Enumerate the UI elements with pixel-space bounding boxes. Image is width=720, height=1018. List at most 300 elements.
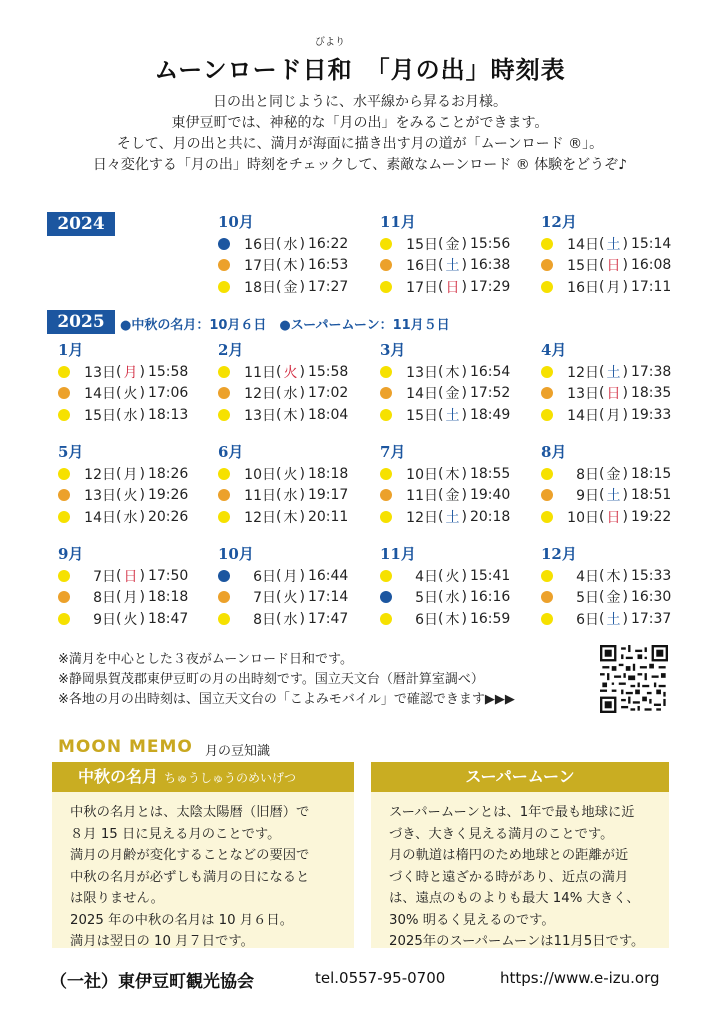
date: 14日 (567, 236, 599, 253)
footnote: ※静岡県賀茂郡東伊豆町の月の出時刻です。国立天文台（暦計算室調べ） (58, 672, 484, 687)
paren-close: ) (461, 385, 467, 402)
month-label: 12月 (541, 213, 577, 231)
intro-line: 東伊豆町では、神秘的な「月の出」をみることができます。 (171, 115, 549, 131)
moonrise-time: 18:13 (147, 406, 189, 423)
date: 13日 (567, 386, 599, 403)
paren-open: ( (116, 567, 122, 584)
weekday: 土 (606, 611, 621, 628)
memo-line: 月の軌道は楕円のため地球との距離が近 (389, 848, 629, 863)
intro-line: 日の出と同じように、水平線から昇るお月様。 (213, 94, 507, 110)
weekday: 土 (445, 258, 460, 275)
date: 18日 (244, 279, 276, 296)
paren-open: ( (276, 589, 282, 606)
moonrise-row (218, 485, 348, 507)
yellow-moon-dot-icon (380, 281, 392, 293)
intro-text (0, 92, 720, 176)
month-label: 10月 (218, 213, 254, 231)
yellow-moon-dot-icon (541, 366, 553, 378)
memo-line: づき、大きく見える満月のことです。 (389, 826, 614, 842)
yellow-moon-dot-icon (541, 281, 553, 293)
paren-open: ( (599, 589, 605, 606)
paren-close: ) (299, 257, 305, 274)
intro-line: 日々変化する「月の出」時刻をチェックして、素敵なムーンロード ® 体験をどうぞ♪ (92, 157, 628, 173)
moonrise-time: 16:44 (307, 567, 349, 584)
memo-box-header (371, 762, 669, 792)
date: 13日 (244, 407, 276, 424)
moonrise-time: 17:11 (630, 278, 672, 295)
paren-open: ( (116, 589, 122, 606)
month-block (218, 543, 348, 630)
paren-close: ) (299, 406, 305, 423)
paren-open: ( (599, 363, 605, 380)
yellow-moon-dot-icon (380, 570, 392, 582)
paren-close: ) (622, 589, 628, 606)
paren-close: ) (461, 363, 467, 380)
moonrise-time: 17:52 (469, 385, 511, 402)
yellow-moon-dot-icon (58, 409, 70, 421)
memo-title: MOON MEMO (58, 737, 193, 757)
moonrise-row (58, 361, 188, 383)
yellow-moon-dot-icon (218, 511, 230, 523)
memo-box-reading: ちゅうしゅうのめいげつ (164, 771, 297, 785)
weekday: 木 (283, 258, 298, 275)
paren-open: ( (276, 487, 282, 504)
paren-close: ) (461, 610, 467, 627)
weekday: 水 (123, 509, 138, 526)
month-block (380, 339, 510, 426)
month-label: 7月 (380, 443, 406, 461)
weekday: 土 (606, 364, 621, 381)
memo-line: 満月の月齢が変化することなどの要因で (70, 848, 310, 863)
paren-open: ( (599, 257, 605, 274)
moonrise-row (541, 233, 671, 255)
date: 12日 (567, 364, 599, 381)
date: 15日 (567, 258, 599, 275)
paren-open: ( (116, 508, 122, 525)
paren-open: ( (276, 278, 282, 295)
date: 9日 (93, 611, 116, 628)
memo-line: 中秋の名月とは、太陰太陽暦（旧暦）で (70, 805, 310, 820)
paren-close: ) (139, 567, 145, 584)
moonrise-row (541, 463, 671, 485)
date: 16日 (244, 236, 276, 253)
moonrise-row (218, 276, 348, 298)
yellow-moon-dot-icon (380, 366, 392, 378)
moonrise-time: 16:38 (469, 257, 511, 274)
memo-box-body (52, 792, 354, 963)
orange-moon-dot-icon (380, 387, 392, 399)
yellow-moon-dot-icon (541, 511, 553, 523)
moonrise-time: 16:54 (469, 363, 511, 380)
yellow-moon-dot-icon (58, 366, 70, 378)
weekday: 月 (283, 568, 298, 585)
month-label: 11月 (380, 213, 416, 231)
weekday: 火 (283, 364, 298, 381)
moonrise-row (218, 506, 348, 528)
paren-open: ( (116, 487, 122, 504)
month-label: 10月 (218, 545, 254, 563)
weekday: 日 (123, 568, 138, 585)
date: 13日 (84, 364, 116, 381)
weekday: 水 (283, 611, 298, 628)
moonrise-row (541, 587, 671, 609)
moonrise-row (541, 404, 671, 426)
month-block (380, 543, 510, 630)
ruby-reading: びより (315, 37, 345, 48)
paren-open: ( (276, 385, 282, 402)
yellow-moon-dot-icon (218, 613, 230, 625)
blue-moon-dot-icon (380, 591, 392, 603)
date: 4日 (415, 568, 438, 585)
paren-open: ( (599, 235, 605, 252)
memo-line: スーパームーンとは、1年で最も地球に近 (389, 805, 635, 820)
date: 10日 (244, 466, 276, 483)
weekday: 月 (606, 407, 621, 424)
date: 5日 (415, 590, 438, 607)
orange-moon-dot-icon (218, 489, 230, 501)
orange-moon-dot-icon (58, 387, 70, 399)
moonrise-time: 20:26 (147, 508, 189, 525)
yellow-moon-dot-icon (380, 613, 392, 625)
paren-open: ( (599, 278, 605, 295)
orange-moon-dot-icon (218, 591, 230, 603)
date: 15日 (84, 407, 116, 424)
moonrise-row (58, 463, 188, 485)
paren-open: ( (276, 567, 282, 584)
memo-line: 30% 明るく見えるのです。 (389, 912, 555, 928)
moonrise-row (218, 565, 348, 587)
moonrise-time: 16:22 (307, 235, 349, 252)
paren-close: ) (299, 610, 305, 627)
yellow-moon-dot-icon (380, 468, 392, 480)
paren-open: ( (599, 567, 605, 584)
date: 13日 (406, 364, 438, 381)
moonrise-row (380, 255, 510, 277)
blue-moon-dot-icon (218, 238, 230, 250)
footer-organization: （一社）東伊豆町観光協会 (50, 972, 254, 992)
paren-open: ( (116, 385, 122, 402)
weekday: 日 (445, 279, 460, 296)
paren-close: ) (139, 508, 145, 525)
paren-open: ( (599, 610, 605, 627)
date: 15日 (406, 236, 438, 253)
date: 12日 (406, 509, 438, 526)
moonrise-row (541, 485, 671, 507)
moonrise-time: 16:59 (469, 610, 511, 627)
moonrise-row (218, 233, 348, 255)
weekday: 木 (283, 407, 298, 424)
paren-close: ) (461, 567, 467, 584)
paren-close: ) (461, 508, 467, 525)
moonrise-time: 18:49 (469, 406, 511, 423)
weekday: 金 (606, 590, 621, 607)
month-label: 12月 (541, 545, 577, 563)
month-block (380, 211, 510, 298)
orange-moon-dot-icon (541, 489, 553, 501)
moonrise-time: 19:26 (147, 487, 189, 504)
yellow-moon-dot-icon (541, 468, 553, 480)
date: 7日 (253, 590, 276, 607)
paren-open: ( (438, 465, 444, 482)
weekday: 水 (283, 236, 298, 253)
yellow-moon-dot-icon (380, 238, 392, 250)
qr-code-icon[interactable] (600, 645, 668, 713)
paren-close: ) (299, 487, 305, 504)
paren-close: ) (461, 406, 467, 423)
month-block (541, 543, 671, 630)
moonrise-time: 16:53 (307, 257, 349, 274)
weekday: 月 (123, 466, 138, 483)
moonrise-row (58, 485, 188, 507)
paren-open: ( (276, 406, 282, 423)
weekday: 火 (123, 488, 138, 505)
date: 16日 (567, 279, 599, 296)
memo-box-header (52, 762, 354, 792)
moonrise-row (218, 463, 348, 485)
moonrise-row (380, 463, 510, 485)
orange-moon-dot-icon (218, 259, 230, 271)
year-badge-2024: 2024 (47, 212, 115, 236)
paren-close: ) (299, 278, 305, 295)
paren-close: ) (461, 257, 467, 274)
date: 11日 (406, 488, 438, 505)
moonrise-row (541, 383, 671, 405)
intro-line: そして、月の出と共に、満月が海面に描き出す月の道が「ムーンロード ®」。 (116, 136, 604, 152)
month-block (218, 339, 348, 426)
date: 8日 (253, 611, 276, 628)
orange-moon-dot-icon (58, 489, 70, 501)
moonrise-row (218, 404, 348, 426)
paren-open: ( (438, 589, 444, 606)
paren-close: ) (461, 278, 467, 295)
memo-box-chushu (52, 762, 354, 948)
paren-open: ( (276, 235, 282, 252)
date: 4日 (576, 568, 599, 585)
yellow-moon-dot-icon (380, 409, 392, 421)
footnotes (58, 650, 515, 710)
moonrise-row (541, 361, 671, 383)
date: 11日 (244, 364, 276, 381)
paren-close: ) (299, 589, 305, 606)
paren-open: ( (276, 363, 282, 380)
paren-open: ( (438, 508, 444, 525)
paren-open: ( (599, 508, 605, 525)
paren-open: ( (276, 465, 282, 482)
memo-line: ８月 15 日に見える月のことです。 (70, 826, 281, 842)
moonrise-time: 19:33 (630, 406, 672, 423)
paren-close: ) (299, 508, 305, 525)
moonrise-row (541, 255, 671, 277)
paren-close: ) (299, 465, 305, 482)
weekday: 土 (445, 509, 460, 526)
yellow-moon-dot-icon (380, 511, 392, 523)
moonrise-time: 17:29 (469, 278, 511, 295)
footer-url[interactable]: https://www.e-izu.org (500, 969, 660, 987)
moonrise-time: 15:33 (630, 567, 672, 584)
weekday: 土 (445, 407, 460, 424)
date: 9日 (576, 488, 599, 505)
paren-open: ( (276, 610, 282, 627)
paren-open: ( (116, 610, 122, 627)
yellow-moon-dot-icon (541, 570, 553, 582)
month-label: 5月 (58, 443, 84, 461)
month-block (218, 441, 348, 528)
paren-open: ( (116, 465, 122, 482)
moonrise-row (218, 361, 348, 383)
yellow-moon-dot-icon (218, 468, 230, 480)
paren-open: ( (599, 487, 605, 504)
weekday: 土 (606, 236, 621, 253)
weekday: 水 (123, 407, 138, 424)
date: 8日 (93, 590, 116, 607)
moonrise-time: 16:08 (630, 257, 672, 274)
weekday: 日 (606, 386, 621, 403)
moonrise-time: 16:16 (469, 589, 511, 606)
memo-box-body (371, 792, 669, 963)
weekday: 金 (283, 279, 298, 296)
moonrise-row (58, 404, 188, 426)
moonrise-time: 18:51 (630, 487, 672, 504)
moonrise-row (58, 506, 188, 528)
paren-open: ( (438, 406, 444, 423)
paren-open: ( (599, 385, 605, 402)
date: 10日 (406, 466, 438, 483)
memo-box-title: スーパームーン (465, 767, 575, 786)
weekday: 火 (123, 611, 138, 628)
paren-open: ( (116, 363, 122, 380)
moonrise-time: 18:26 (147, 465, 189, 482)
memo-box-supermoon (371, 762, 669, 948)
weekday: 水 (445, 590, 460, 607)
date: 13日 (84, 488, 116, 505)
paren-close: ) (461, 465, 467, 482)
month-label: 3月 (380, 341, 406, 359)
month-label: 9月 (58, 545, 84, 563)
month-block (541, 211, 671, 298)
date: 5日 (576, 590, 599, 607)
paren-close: ) (622, 385, 628, 402)
paren-open: ( (438, 610, 444, 627)
paren-open: ( (276, 257, 282, 274)
moonrise-row (218, 383, 348, 405)
month-label: 6月 (218, 443, 244, 461)
date: 8日 (576, 466, 599, 483)
moonrise-time: 15:58 (307, 363, 349, 380)
weekday: 木 (606, 568, 621, 585)
paren-close: ) (622, 257, 628, 274)
paren-open: ( (116, 406, 122, 423)
memo-line: 満月は翌日の 10 月７日です。 (70, 934, 254, 949)
moonrise-time: 17:27 (307, 278, 349, 295)
weekday: 木 (445, 364, 460, 381)
moonrise-row (380, 587, 510, 609)
date: 6日 (576, 611, 599, 628)
date: 12日 (244, 386, 276, 403)
month-block (58, 339, 188, 426)
yellow-moon-dot-icon (58, 468, 70, 480)
weekday: 日 (606, 258, 621, 275)
memo-line: 2025年のスーパームーンは11月5日です。 (389, 934, 645, 949)
paren-close: ) (139, 406, 145, 423)
month-block (58, 441, 188, 528)
moonrise-time: 18:35 (630, 385, 672, 402)
month-label: 2月 (218, 341, 244, 359)
month-label: 8月 (541, 443, 567, 461)
paren-close: ) (461, 589, 467, 606)
weekday: 日 (606, 509, 621, 526)
moonrise-time: 17:02 (307, 385, 349, 402)
moonrise-time: 18:55 (469, 465, 511, 482)
moonrise-time: 20:11 (307, 508, 349, 525)
date: 12日 (244, 509, 276, 526)
paren-close: ) (299, 363, 305, 380)
paren-close: ) (622, 465, 628, 482)
yellow-moon-dot-icon (541, 409, 553, 421)
moonrise-time: 18:04 (307, 406, 349, 423)
weekday: 火 (445, 568, 460, 585)
paren-open: ( (438, 487, 444, 504)
date: 14日 (84, 509, 116, 526)
moonrise-time: 17:50 (147, 567, 189, 584)
paren-close: ) (622, 487, 628, 504)
moonrise-time: 18:18 (307, 465, 349, 482)
moonrise-time: 17:14 (307, 589, 349, 606)
footnote: ※各地の月の出時刻は、国立天文台の「こよみモバイル」で確認できます▶▶▶ (58, 692, 515, 707)
memo-line: 2025 年の中秋の名月は 10 月６日。 (70, 912, 294, 928)
orange-moon-dot-icon (541, 387, 553, 399)
month-label: 4月 (541, 341, 567, 359)
paren-close: ) (139, 610, 145, 627)
date: 14日 (84, 386, 116, 403)
month-label: 1月 (58, 341, 84, 359)
paren-close: ) (622, 508, 628, 525)
moonrise-time: 18:47 (147, 610, 189, 627)
paren-open: ( (438, 567, 444, 584)
orange-moon-dot-icon (541, 591, 553, 603)
orange-moon-dot-icon (58, 591, 70, 603)
moonrise-time: 15:56 (469, 235, 511, 252)
footer-phone[interactable]: tel.0557-95-0700 (315, 969, 446, 987)
paren-open: ( (599, 406, 605, 423)
moonrise-time: 17:47 (307, 610, 349, 627)
paren-close: ) (461, 235, 467, 252)
weekday: 土 (606, 488, 621, 505)
memo-line: づく時と遠ざかる時があり、近点の満月 (389, 869, 629, 885)
weekday: 月 (606, 279, 621, 296)
paren-close: ) (139, 465, 145, 482)
moonrise-time: 16:30 (630, 589, 672, 606)
weekday: 木 (445, 466, 460, 483)
paren-close: ) (622, 235, 628, 252)
moonrise-time: 18:15 (630, 465, 672, 482)
moonrise-time: 15:58 (147, 363, 189, 380)
paren-close: ) (139, 363, 145, 380)
paren-close: ) (299, 567, 305, 584)
orange-moon-dot-icon (541, 259, 553, 271)
moonrise-row (380, 608, 510, 630)
weekday: 火 (123, 386, 138, 403)
moonrise-time: 17:38 (630, 363, 672, 380)
weekday: 金 (445, 386, 460, 403)
date: 11日 (244, 488, 276, 505)
moonrise-time: 15:14 (630, 235, 672, 252)
weekday: 月 (123, 590, 138, 607)
weekday: 火 (283, 590, 298, 607)
date: 6日 (415, 611, 438, 628)
paren-open: ( (276, 508, 282, 525)
yellow-moon-dot-icon (58, 570, 70, 582)
paren-close: ) (461, 487, 467, 504)
